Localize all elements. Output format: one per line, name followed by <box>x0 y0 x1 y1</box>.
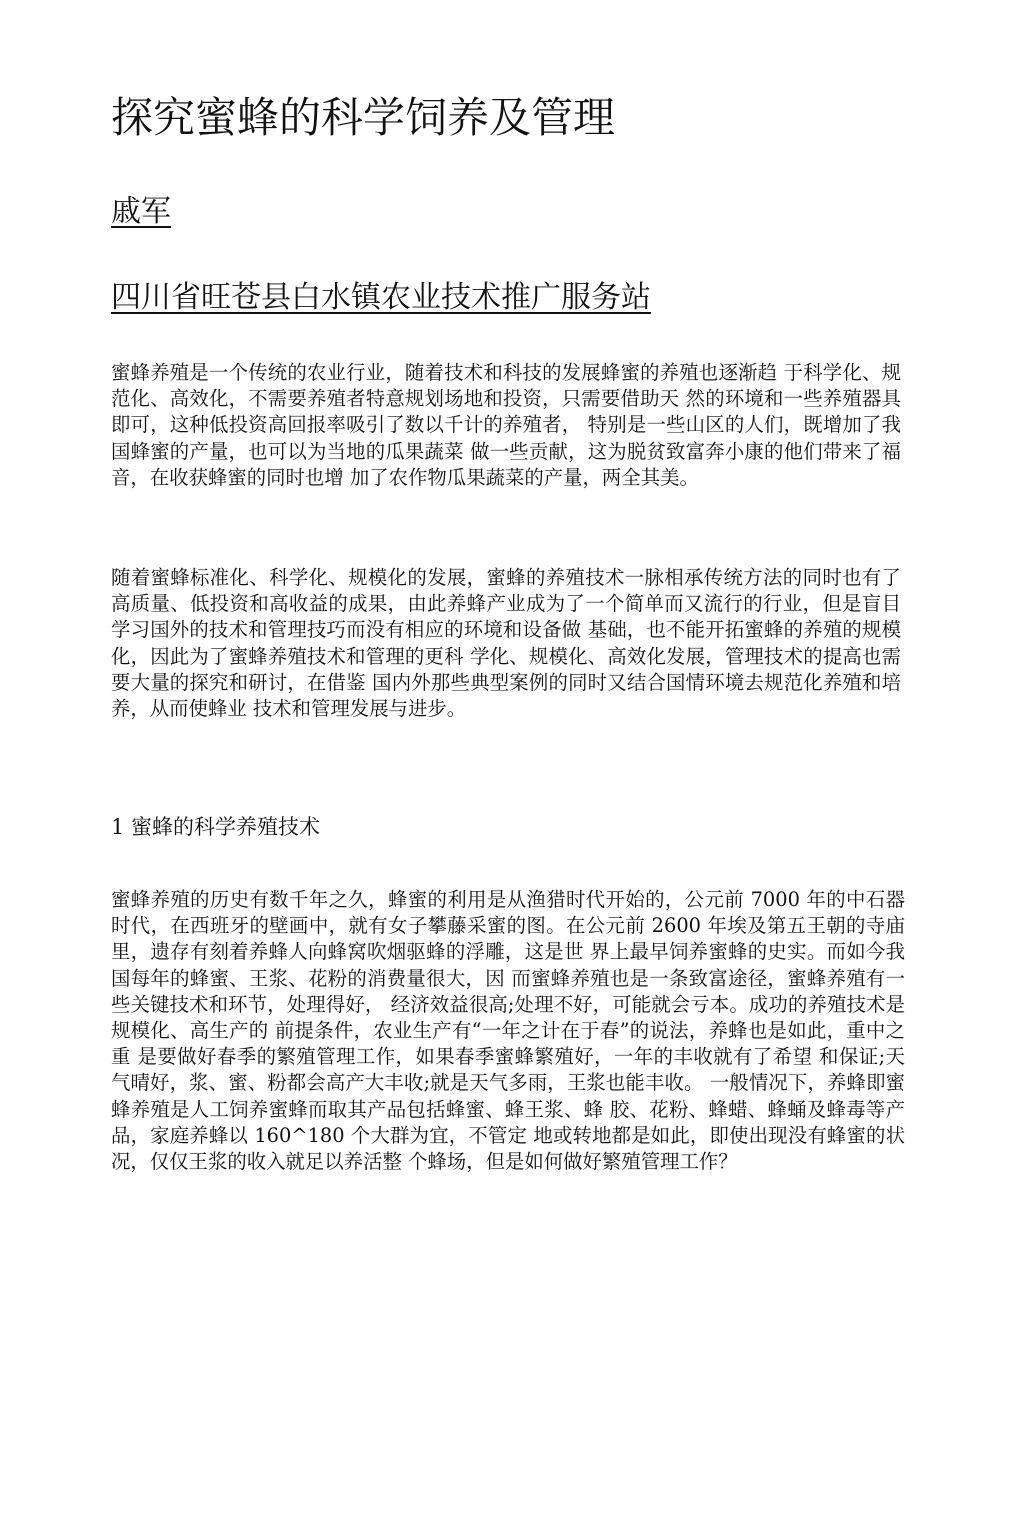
paragraph-development: 随着蜜蜂标准化、科学化、规模化的发展，蜜蜂的养殖技术一脉相承传统方法的同时也有了高质量、低投资和高收益的成果，由此养蜂产业成为了一个简单而又流行的行业，但是盲目学习国外的技术和管理技巧而没有相应的环境和设备做 基础，也不能开拓蜜蜂的养殖的规模化，因此为了蜜蜂养殖技术和管理的更科 学化、规模化、高效化发展，管理技术的提高也需要大量的探究和研讨，在借鉴 国内外那些典型案例的同时又结合国情环境去规范化养殖和培养，从而使蜂业 技术和管理发展与进步。 <box>111 566 901 721</box>
author-affiliation: 四川省旺苍县白水镇农业技术推广服务站 <box>111 280 651 315</box>
paragraph-history: 蜜蜂养殖的历史有数千年之久，蜂蜜的利用是从渔猎时代开始的，公元前 7000 年的中石器时代，在西班牙的壁画中，就有女子攀藤采蜜的图。在公元前 2600 年埃及第五王朝的寺庙里，遗存有刻着养蜂人向蜂窝吹烟驱蜂的浮雕，这是世 界上最早饲养蜜蜂的史实。而如今我国每年的蜂蜜、王浆、花粉的消费量很大，因 而蜜蜂养殖也是一条致富途径，蜜蜂养殖有一些关键技术和环节，处理得好， 经济效益很高;处理不好，可能就会亏本。成功的养殖技术是规模化、高生产的 前提条件，农业生产有“一年之计在于春”的说法，养蜂也是如此，重中之重 是要做好春季的繁殖管理工作，如果春季蜜蜂繁殖好，一年的丰收就有了希望 和保证;天气晴好，浆、蜜、粉都会高产大丰收;就是天气多雨，王浆也能丰收。 一般情况下，养蜂即蜜蜂养殖是人工饲养蜜蜂而取其产品包括蜂蜜、蜂王浆、蜂 胶、花粉、蜂蜡、蜂蛹及蜂毒等产品，家庭养蜂以 160^180 个大群为宜，不管定 地或转地都是如此，即使出现没有蜂蜜的状况，仅仅王浆的收入就足以养活整 个蜂场，但是如何做好繁殖管理工作？ <box>111 888 905 1174</box>
author-name: 戚军 <box>111 194 171 229</box>
section-heading: 1 蜜蜂的科学养殖技术 <box>111 815 321 839</box>
paragraph-intro: 蜜蜂养殖是一个传统的农业行业，随着技术和科技的发展蜂蜜的养殖也逐渐趋 于科学化、规范化、高效化，不需要养殖者特意规划场地和投资，只需要借助天 然的环境和一些养殖器具即可，这种低投资高回报率吸引了数以千计的养殖者， 特别是一些山区的人们，既增加了我国蜂蜜的产量，也可以为当地的瓜果蔬菜 做一些贡献，这为脱贫致富奔小康的他们带来了福音，在收获蜂蜜的同时也增 加了农作物瓜果蔬菜的产量，两全其美。 <box>111 361 901 489</box>
document-title: 探究蜜蜂的科学饲养及管理 <box>111 93 616 142</box>
